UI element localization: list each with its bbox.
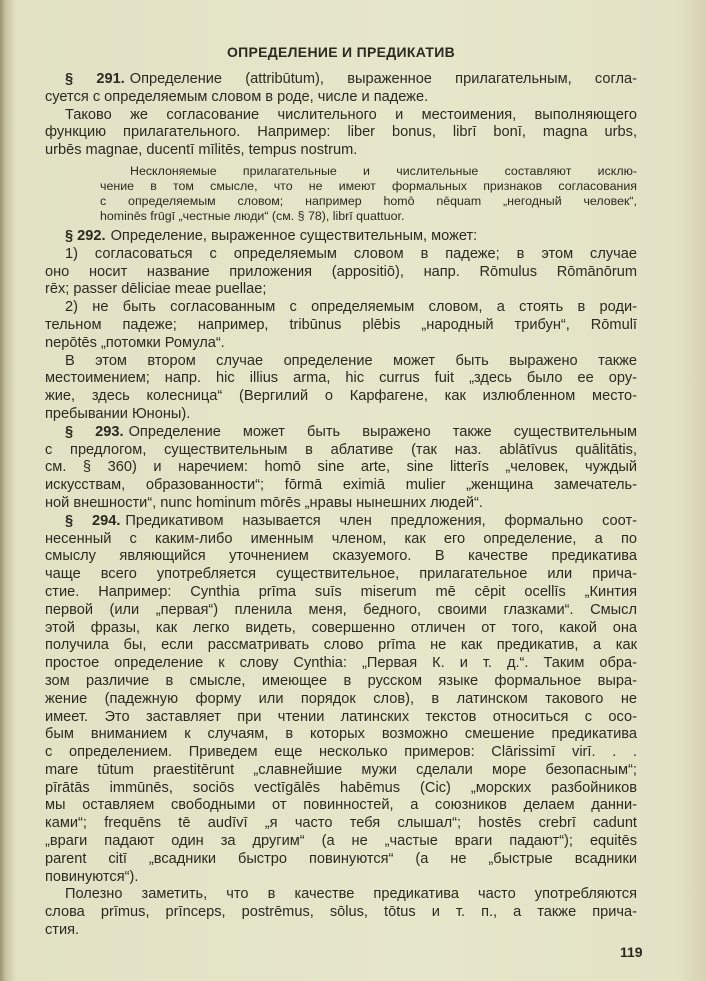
line-text: hominēs frūgī „честные люди“ (см. § 78), librī quattuor.: [100, 208, 405, 223]
line-text: Несклоняемые прилагательные и числительные составляют исклю-: [130, 163, 637, 178]
text-line: [45, 691, 637, 709]
text-line: [100, 194, 637, 209]
line-text: первой (или „первая“) пленила меня, бедного, своими глазками“. Смысл: [45, 601, 637, 618]
text-line: [45, 584, 637, 602]
paragraph: [45, 107, 637, 160]
text-line: [45, 406, 637, 424]
line-text: nepōtēs „потомки Ромула“.: [45, 334, 225, 351]
line-text: Предикативом называется член предложения, формально соот-: [125, 512, 637, 529]
text-line: [45, 228, 637, 246]
text-line: [45, 904, 637, 922]
line-text: жение (падежную форму или порядок слов), в латинском такового не: [45, 690, 637, 707]
text-line: [45, 815, 637, 833]
line-text: В этом втором случае определение может быть выражено также: [65, 352, 637, 369]
line-text: „враги падают один за другим“ (а не „частые враги падают“); equitēs: [45, 833, 637, 850]
line-text: получила бы, если рассматривать слово prīma не как предикатив, а как: [45, 637, 637, 654]
text-line: [45, 851, 637, 869]
text-line: [45, 388, 637, 406]
line-text: 2) не быть согласованным с определяемым словом, а стоять в роди-: [65, 299, 637, 316]
text-line: [45, 886, 637, 904]
paragraph: [45, 228, 637, 246]
line-text: оно носит название приложения (appositiō), напр. Rōmulus Rōmānōrum: [45, 263, 637, 280]
text-line: [45, 548, 637, 566]
line-text: функцию прилагательного. Например: liber bonus, librī bonī, magna urbs,: [45, 124, 637, 141]
line-text: местоимением; напр. hic illius arma, hic currus fuit „здесь было ее ору-: [45, 370, 637, 387]
line-text: жие, здесь колесница“ (Вергилий о Карфагене, как излюбленном место-: [45, 388, 637, 405]
text-line: [45, 637, 637, 655]
text-line: [45, 424, 637, 442]
line-text: mare tūtum praestitērunt „славнейшие мужи сделали море безопасным“;: [45, 761, 637, 778]
text-line: [45, 477, 637, 495]
line-text: имеет. Это заставляет при чтении латинских текстов относиться с осо-: [45, 708, 637, 725]
text-line: [45, 317, 637, 335]
paragraph: [45, 353, 637, 424]
line-text: Определение (attribūtum), выраженное прилагательным, согла-: [129, 71, 638, 87]
text-line: [45, 442, 637, 460]
line-text: смыслу являющийся уточнением сказуемого. В качестве предикатива: [45, 548, 637, 565]
paragraph: [45, 71, 637, 107]
line-text: стие. Например: Cynthia prīma suīs miserum mē cēpit ocellīs „Кинтия: [45, 583, 637, 600]
text-line: [45, 71, 637, 89]
text-line: [45, 762, 637, 780]
page-title: ОПРЕДЕЛЕНИЕ И ПРЕДИКАТИВ: [226, 44, 456, 60]
paragraph: [45, 424, 637, 513]
line-text: этой фразы, как легко видеть, совершенно отличен от того, какой она: [45, 619, 637, 636]
line-text: несенный с каким-либо именным членом, как его определение, а по: [45, 530, 637, 547]
text-line: [45, 124, 637, 142]
line-text: urbēs magnae, ducentī mīlitēs, tempus nostrum.: [45, 142, 358, 159]
line-text: с определением. Приведем еще несколько примеров: Clārissimī virī. . .: [45, 744, 637, 761]
line-text: parent citī „всадники быстро повинуются“ (а не „быстрые всадники: [45, 850, 637, 867]
paragraph: [45, 886, 637, 939]
text-line: [45, 299, 637, 317]
line-text: 1) согласоваться с определяемым словом в падеже; в этом случае: [65, 245, 637, 262]
line-text: стия.: [45, 922, 80, 939]
text-line: [45, 744, 637, 762]
text-line: [100, 164, 637, 179]
text-line: [100, 209, 637, 224]
text-line: [45, 833, 637, 851]
line-text: Полезно заметить, что в качестве предикатива часто употребляются: [65, 886, 637, 903]
line-text: ками“; frequēns tē audīvī „я часто тебя слышал“; hostēs crebrī cadunt: [45, 815, 637, 832]
text-line: [45, 655, 637, 673]
text-line: [45, 922, 637, 940]
text-line: [45, 370, 637, 388]
text-line: [45, 246, 637, 264]
text-line: [100, 179, 637, 194]
text-line: [45, 869, 637, 887]
text-line: [45, 673, 637, 691]
line-text: Определение, выраженное существительным, может:: [110, 227, 478, 244]
page-number: 119: [620, 944, 643, 960]
text-line: [45, 353, 637, 371]
line-text: повинуются“).: [45, 868, 139, 885]
line-text: ной внешности“, nunc hominum mōrēs „нравы нынешних людей“.: [45, 494, 483, 511]
line-text: суется с определяемым словом в роде, числе и падеже.: [45, 88, 429, 105]
line-text: с определяемым словом; например homō nēquam „негодный человек“,: [100, 193, 637, 208]
text-line: [45, 780, 637, 798]
text-line: [45, 459, 637, 477]
text-line: [45, 602, 637, 620]
text-line: [45, 107, 637, 125]
text-line: [45, 620, 637, 638]
text-line: [45, 513, 637, 531]
line-text: pīrātās immūnēs, sociōs vectīgālēs habēmus (Cic) „морских разбойников: [45, 779, 637, 796]
line-text: Таково же согласование числительного и местоимения, выполняющего: [65, 106, 637, 123]
paragraph: [45, 246, 637, 299]
line-text: чение в том смысле, что не имеют формальных признаков согласования: [100, 178, 637, 193]
section-number: § 291.: [65, 71, 125, 87]
line-text: слова prīmus, prīnceps, postrēmus, sōlus, tōtus и т. п., а также прича-: [45, 904, 637, 921]
text-line: [45, 281, 637, 299]
line-text: искусствам, образованности“; fōrmā eximiā mulier „женщина замечатель-: [45, 477, 637, 494]
section-number: § 293.: [65, 423, 124, 440]
line-text: Определение может быть выражено также существительным: [128, 423, 638, 440]
line-text: зом различие в смысле, имеющее в русском языке формальное выра-: [45, 672, 637, 689]
line-text: чаще всего употребляется существительное, прилагательное или прича-: [45, 566, 637, 583]
text-line: [45, 89, 637, 107]
text-line: [45, 495, 637, 513]
line-text: см. § 360) и наречием: homō sine arte, sine litterīs „человек, чуждый: [45, 459, 637, 476]
text-line: [45, 335, 637, 353]
text-line: [45, 709, 637, 727]
text-line: [45, 566, 637, 584]
line-text: с предлогом, существительным в аблативе (так наз. ablātīvus quālitātis,: [45, 441, 637, 458]
line-text: мы оставляем свободными от повинностей, а союзников делаем данни-: [45, 797, 637, 814]
paragraph: [45, 513, 637, 887]
paragraph: [45, 299, 637, 352]
footnote-paragraph: [100, 164, 637, 224]
text-line: [45, 531, 637, 549]
text-line: [45, 264, 637, 282]
line-text: простое определение к слову Cynthia: „Первая К. и т. д.“. Таким обра-: [45, 655, 637, 672]
line-text: бым вниманием к случаям, в которых возможно смешение предикатива: [45, 726, 637, 743]
text-line: [45, 726, 637, 744]
page-body: [45, 71, 637, 940]
section-number: § 292.: [65, 227, 106, 244]
text-line: [45, 797, 637, 815]
text-line: [45, 142, 637, 160]
section-number: § 294.: [65, 512, 121, 529]
line-text: пребывании Юноны).: [45, 405, 191, 422]
line-text: rēx; passer dēliciae meae puellae;: [45, 281, 267, 298]
line-text: тельном падеже; например, tribūnus plēbis „народный трибун“, Rōmulī: [45, 316, 637, 333]
